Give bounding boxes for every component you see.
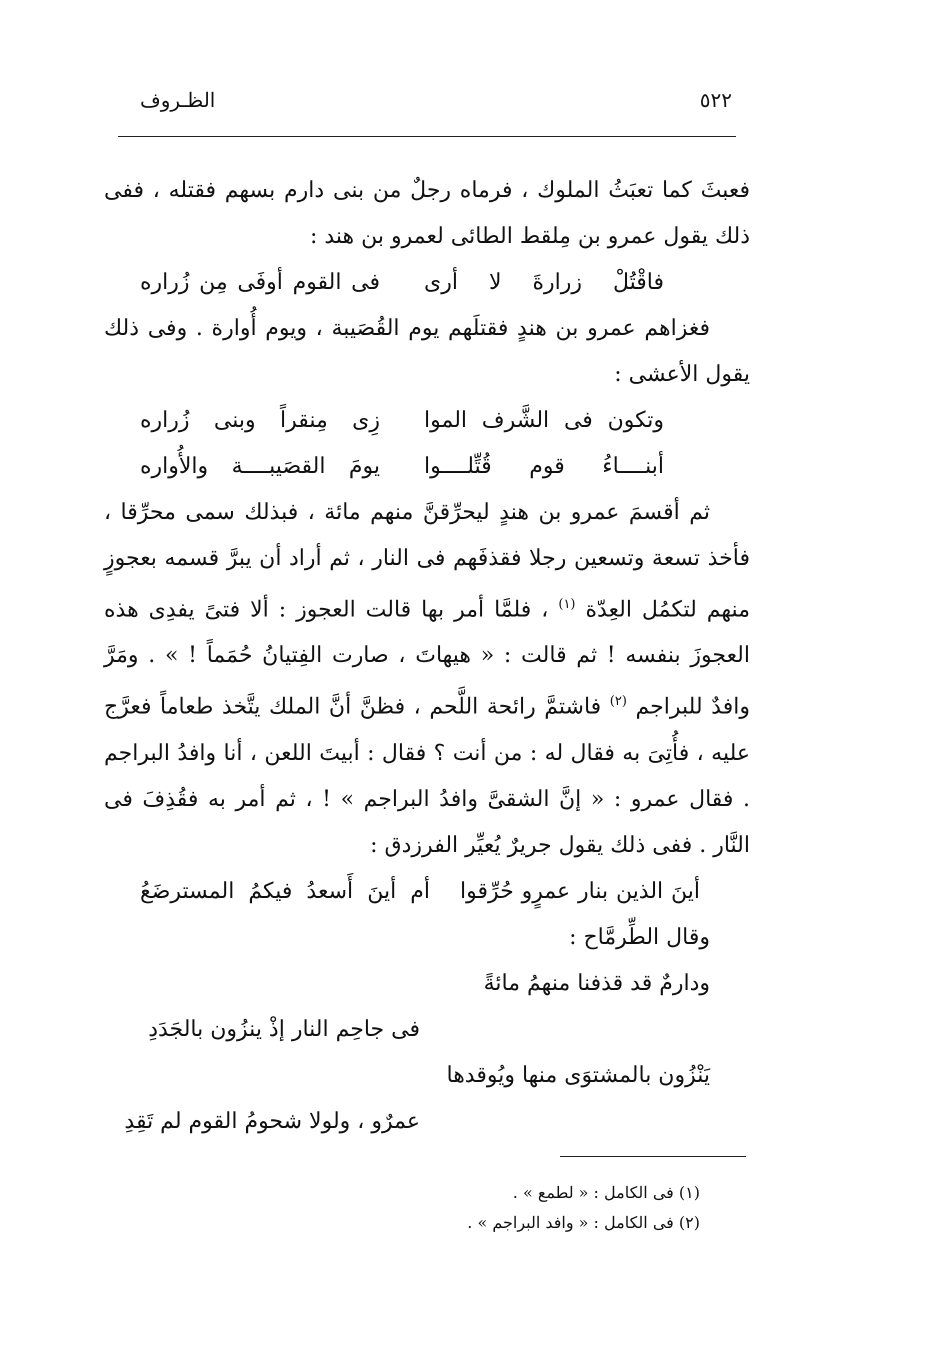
paragraph-3-part-3: فاشتمَّ رائحة اللَّحم ، فظنَّ أنَّ الملك يتَّخذ طعاماً فعرَّج عليه ، فأُتِىَ به فقال له : من أنت ؟ فقال : أبيتَ اللعن ، أنا وافدُ البراجم . فقال عمرو : « إنَّ الشقىَّ وافدُ البراجم » ! ، ثم أمر به فقُذِفَ فى النَّار . ففى ذلك يقول جريرٌ يُعيِّر الفرزدق : — [104, 694, 750, 858]
verse-hemistich: أبنــــاءُ قوم قُتِّلــــوا — [424, 454, 664, 479]
paragraph-3-part-1: ثم أقسمَ عمرو بن هندٍ ليحرِّقنَّ منهم مائة ، فبذلك سمى محرِّقا ، فأخذ تسعة وتسعين رجلا فقذفَهم فى النار ، ثم أراد أن يبرَّ قسمه بعجوزٍ منهم لتكمُل العِدّة — [104, 500, 750, 623]
paragraph-2: فغزاهم عمرو بن هندٍ فقتلَهم يوم القُصَيبة ، ويوم أُوارة . وفى ذلك يقول الأعشى : — [104, 316, 750, 387]
main-text — [104, 168, 750, 1145]
paragraph-4: وقال الطِّرمَّاح : — [569, 924, 710, 950]
verse-line-7: يَنْزُون بالمشتوَى منها ويُوقدها — [446, 1062, 710, 1088]
verse-hemistich: أينَ الذين بنار عمرٍو حُرِّقوا — [460, 878, 700, 904]
page-header — [110, 84, 750, 124]
paragraph-3 — [104, 490, 750, 869]
verse-hemistich: فاقْتُلْ زرارةَ لا أرى — [424, 270, 664, 295]
footnote-2: (٢) فى الكامل : « وافد البراجم » . — [467, 1213, 700, 1232]
header-divider — [118, 136, 736, 137]
verse-hemistich: وتكون فى الشَّرف الموا — [424, 408, 664, 433]
footnotes — [240, 1178, 700, 1238]
footnote-divider — [560, 1156, 746, 1157]
verse-line-2 — [104, 398, 750, 444]
footnote-ref-1: (١) — [558, 597, 576, 612]
running-title: الظـروف — [140, 88, 216, 112]
verse-hemistich: زِى مِنقراً وبنى زُراره — [140, 408, 380, 433]
paragraph-3-part-2: ، فلمَّا أمر بها قالت العجوز : ألا فتىً يفدِى هذه العجوزَ بنفسه ! ثم قالت : « هيهاتَ ، صارت الفِتيانُ حُمَماً ! » . ومَرَّ وافدٌ للبراجم — [104, 597, 750, 720]
verse-line-3 — [104, 444, 750, 490]
footnote-1: (١) فى الكامل : « لطمع » . — [512, 1183, 700, 1202]
verse-line-6: فى جاحِم النار إذْ ينزُون بالجَدَدِ — [148, 1016, 420, 1042]
page-number: ٥٢٢ — [699, 88, 732, 112]
verse-hemistich: يومَ القصَيبــــة والأُواره — [140, 454, 380, 479]
verse-line-5: ودارمٌ قد قذفنا منهمُ مائةً — [483, 970, 710, 996]
footnote-ref-2: (٢) — [609, 694, 627, 710]
verse-hemistich: فى القوم أوفَى مِن زُراره — [140, 270, 380, 295]
verse-line-4 — [104, 869, 750, 915]
verse-hemistich: أم أينَ أَسعدُ فيكمُ المسترضَعُ — [140, 878, 430, 904]
verse-line-1 — [104, 260, 750, 306]
paragraph-1: فعبثَ كما تعبَثُ الملوك ، فرماه رجلٌ من بنى دارم بسهم فقتله ، ففى ذلك يقول عمرو بن مِلقط الطائى لعمرو بن هند : — [104, 178, 750, 249]
verse-line-8: عمرٌو ، ولولا شحومُ القوم لم تَقِدِ — [124, 1108, 420, 1134]
